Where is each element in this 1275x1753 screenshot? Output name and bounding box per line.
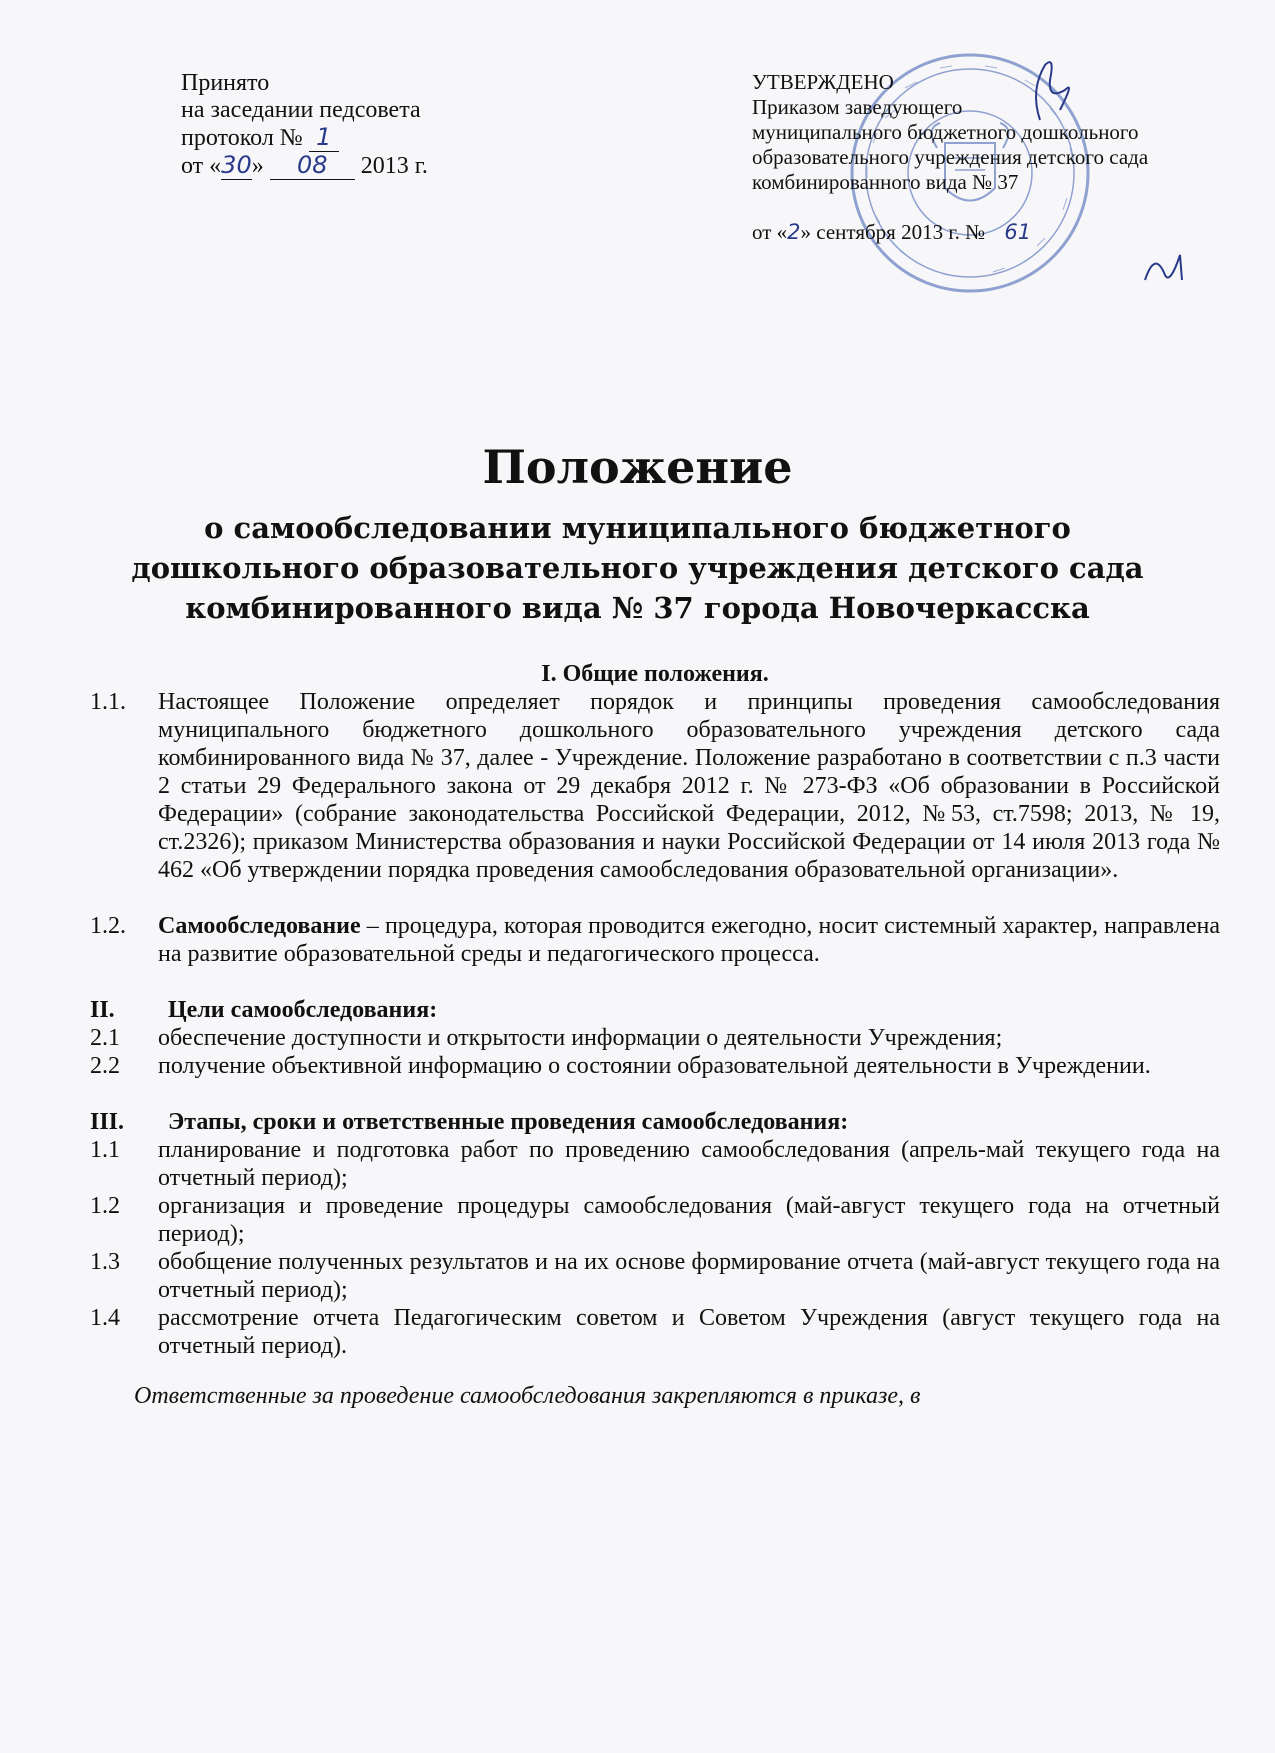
document-title: Положение bbox=[482, 440, 793, 494]
order-number-scribble bbox=[1140, 240, 1200, 290]
adoption-block bbox=[181, 70, 428, 180]
section-2-heading: II. Цели самообследования: bbox=[90, 997, 438, 1023]
approved-institution-2: образовательного учреждения детского сада bbox=[752, 145, 1149, 169]
paragraph-1-1: 1.1. Настоящее Положение определяет порядок и принципы проведения самообследования муниципального бюджетного дошкольного образовательного учреждения детского сада комбинированного вида № 37, далее - Учреждение. Положение разработано в соответствии с п.3 части 2 статьи 29 Федерального закона от 29 декабря 2012 г. № 273-ФЗ «Об образовании в Российской Федерации» (собрание законодательства Российской Федерации, 2012, №53, ст.7598; 2013, № 19, ст.2326); приказом Министерства образования и науки Российской Федерации от 14 июля 2013 года № 462 «Об утверждении порядка проведения самообследования образовательной организации». bbox=[90, 689, 1220, 883]
adoption-day-handwritten: 30 bbox=[221, 151, 252, 179]
list-item: 1.4 рассмотрение отчета Педагогическим советом и Советом Учреждения (август текущего года на отчетный период). bbox=[90, 1305, 1220, 1359]
approval-day-handwritten: 2 bbox=[787, 220, 801, 244]
protocol-line: протокол № 1 bbox=[181, 124, 428, 152]
list-item: 1.2 организация и проведение процедуры самообследования (май-август текущего года на отчетный период); bbox=[90, 1193, 1220, 1247]
approval-block bbox=[752, 70, 1148, 245]
approved-label: УТВЕРЖДЕНО bbox=[752, 70, 894, 94]
adopted-label: Принято bbox=[181, 70, 270, 96]
responsible-paragraph: Ответственные за проведение самообследования закрепляются в приказе, в bbox=[134, 1383, 921, 1409]
section-3-heading: III. Этапы, сроки и ответственные проведения самообследования: bbox=[90, 1109, 849, 1135]
approval-date: от «2» сентября 2013 г. № 61 bbox=[752, 220, 1032, 244]
approved-institution-1: муниципального бюджетного дошкольного bbox=[752, 120, 1139, 144]
document-subtitle: о самообследовании муниципального бюджетного дошкольного образовательного учреждения детского сада комбинированного вида № 37 города Новочеркасска bbox=[131, 511, 1144, 625]
list-item: 1.3 обобщение полученных результатов и на их основе формирование отчета (май-август текущего года на отчетный период); bbox=[90, 1249, 1220, 1303]
section-1-heading: I. Общие положения. bbox=[541, 661, 769, 687]
adoption-month-handwritten: 08 bbox=[270, 152, 355, 180]
adopted-meeting: на заседании педсовета bbox=[181, 97, 421, 123]
document-body bbox=[90, 660, 1220, 1410]
adoption-date: от «30» 08 2013 г. bbox=[181, 151, 428, 179]
approved-institution-3: комбинированного вида № 37 bbox=[752, 170, 1019, 194]
protocol-number-handwritten: 1 bbox=[309, 124, 339, 152]
list-item: 2.2 получение объективной информацию о состоянии образовательной деятельности в Учреждении. bbox=[90, 1053, 1151, 1079]
order-number-handwritten: 61 bbox=[1004, 220, 1032, 244]
list-item: 1.1 планирование и подготовка работ по проведению самообследования (апрель-май текущего года на отчетный период); bbox=[90, 1137, 1220, 1191]
approved-order: Приказом заведующего bbox=[752, 95, 963, 119]
list-item: 2.1 обеспечение доступности и открытости информации о деятельности Учреждения; bbox=[90, 1025, 1003, 1051]
paragraph-1-2: 1.2. Самообследование – процедура, которая проводится ежегодно, носит системный характер, направлена на развитие образовательной среды и педагогического процесса. bbox=[90, 913, 1220, 967]
